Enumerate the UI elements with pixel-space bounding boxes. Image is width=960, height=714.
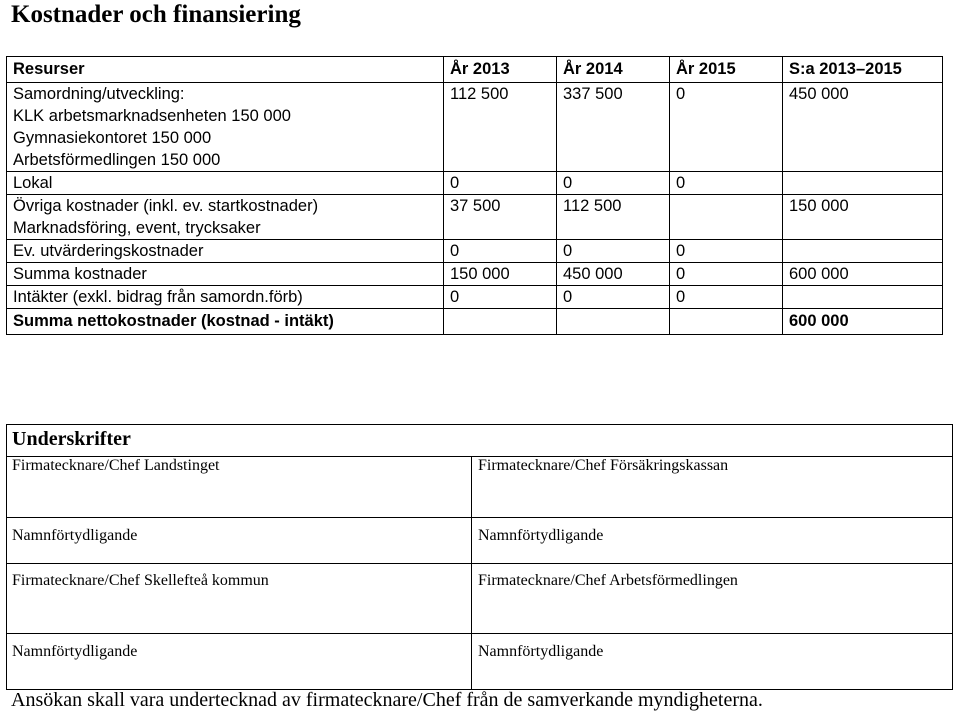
signature-role-skelleftea: Firmatecknare/Chef Skellefteå kommun [12, 572, 269, 589]
cell-2015: 0 [670, 83, 783, 172]
column-header-2015: År 2015 [670, 57, 783, 83]
row-label: Intäkter (exkl. bidrag från samordn.förb) [7, 286, 444, 309]
table-row [7, 240, 943, 263]
cell-total: 600 000 [783, 263, 943, 286]
signature-line [7, 633, 952, 634]
cell-2015: 0 [670, 263, 783, 286]
signature-box [6, 424, 953, 690]
row-label-line: Arbetsförmedlingen 150 000 [13, 151, 221, 169]
signature-line [7, 517, 952, 518]
cell-2015: 0 [670, 286, 783, 309]
cell-2013 [444, 309, 557, 335]
row-label [7, 195, 444, 240]
cell-2014: 337 500 [557, 83, 670, 172]
cell-2014: 112 500 [557, 195, 670, 240]
table-row-total [7, 309, 943, 335]
cell-2015: 0 [670, 172, 783, 195]
page-title: Kostnader och finansiering [11, 1, 301, 28]
footer-note: Ansökan skall vara undertecknad av firmatecknare/Chef från de samverkande myndigheterna. [11, 689, 763, 711]
cell-2015: 0 [670, 240, 783, 263]
table-row [7, 286, 943, 309]
cell-2013: 0 [444, 172, 557, 195]
table-row [7, 83, 943, 172]
name-clarification-label: Namnförtydligande [478, 643, 604, 660]
budget-table [6, 56, 943, 335]
name-clarification-label: Namnförtydligande [12, 527, 138, 544]
row-label-line: KLK arbetsmarknadsenheten 150 000 [13, 107, 291, 125]
signature-role-arbetsformedlingen: Firmatecknare/Chef Arbetsförmedlingen [478, 572, 738, 589]
table-header-row [7, 57, 943, 83]
cell-2013: 112 500 [444, 83, 557, 172]
row-label [7, 83, 444, 172]
cell-2013: 37 500 [444, 195, 557, 240]
row-label: Summa kostnader [7, 263, 444, 286]
row-label-line: Gymnasiekontoret 150 000 [13, 129, 212, 147]
cell-2014: 0 [557, 172, 670, 195]
row-label-line: Samordning/utveckling: [13, 85, 185, 103]
signature-role-landstinget: Firmatecknare/Chef Landstinget [12, 457, 220, 474]
divider [471, 456, 472, 689]
table-row [7, 172, 943, 195]
cell-total: 600 000 [783, 309, 943, 335]
row-label: Summa nettokostnader (kostnad - intäkt) [7, 309, 444, 335]
cell-2015 [670, 195, 783, 240]
column-header-2014: År 2014 [557, 57, 670, 83]
cell-2013: 150 000 [444, 263, 557, 286]
column-header-total: S:a 2013–2015 [783, 57, 943, 83]
column-header-2013: År 2013 [444, 57, 557, 83]
cell-2015 [670, 309, 783, 335]
cell-2013: 0 [444, 286, 557, 309]
table-row [7, 195, 943, 240]
column-header-resurser: Resurser [7, 57, 444, 83]
signature-role-forsakringskassan: Firmatecknare/Chef Försäkringskassan [478, 457, 729, 474]
row-label-line: Marknadsföring, event, trycksaker [13, 219, 261, 237]
cell-total [783, 286, 943, 309]
cell-2014: 0 [557, 286, 670, 309]
cell-total: 450 000 [783, 83, 943, 172]
cell-total [783, 172, 943, 195]
cell-total: 150 000 [783, 195, 943, 240]
table-row [7, 263, 943, 286]
cell-2014: 0 [557, 240, 670, 263]
name-clarification-label: Namnförtydligande [478, 527, 604, 544]
cell-2013: 0 [444, 240, 557, 263]
name-clarification-label: Namnförtydligande [12, 643, 138, 660]
row-label-line: Övriga kostnader (inkl. ev. startkostnader) [13, 197, 319, 215]
signature-heading: Underskrifter [12, 428, 131, 450]
divider [7, 563, 952, 564]
row-label: Lokal [7, 172, 444, 195]
cell-2014 [557, 309, 670, 335]
cell-total [783, 240, 943, 263]
cell-2014: 450 000 [557, 263, 670, 286]
row-label: Ev. utvärderingskostnader [7, 240, 444, 263]
